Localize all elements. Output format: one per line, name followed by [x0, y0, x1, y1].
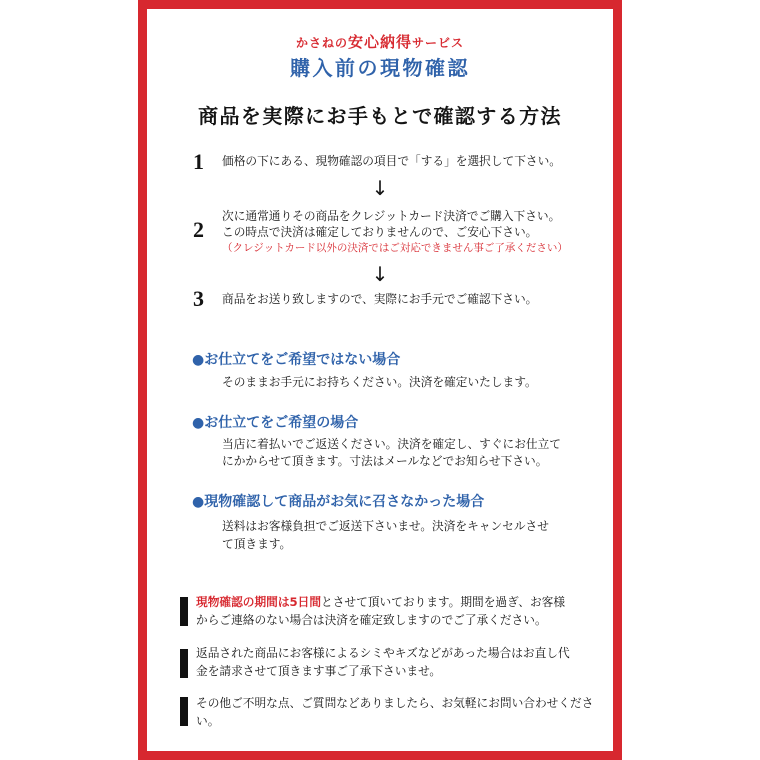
notice-text: 返品された商品にお客様によるシミやキズなどがあった場合はお直し代	[196, 646, 570, 660]
notice-text-rest: とさせて頂いております。期間を過ぎ、お客様	[321, 595, 566, 609]
service-prefix: かさねの	[295, 36, 348, 50]
case-heading-return: ●現物確認して商品がお気に召さなかった場合	[192, 494, 485, 510]
step-2-text-line-2: この時点で決済は確定しておりませんので、ご安心下さい。	[222, 225, 538, 239]
case-heading-no-tailoring: ●お仕立てをご希望ではない場合	[192, 352, 401, 368]
page-title: 購入前の現物確認	[290, 56, 470, 80]
notice-bar	[180, 649, 188, 678]
step-number-1: 1	[193, 149, 204, 174]
case-text: 当店に着払いでご返送ください。決済を確定し、すぐにお仕立て	[222, 437, 561, 451]
case-text: そのままお手元にお持ちください。決済を確定いたします。	[222, 375, 537, 389]
case-heading-tailoring: ●お仕立てをご希望の場合	[192, 415, 359, 431]
notice-bar	[180, 597, 188, 626]
down-arrow-icon: ↓	[371, 262, 389, 286]
notice-text: 金を請求させて頂きます事ご了承下さいませ。	[196, 664, 442, 678]
service-name	[148, 32, 612, 53]
notice-bar	[180, 697, 188, 726]
down-arrow-icon: ↓	[371, 176, 389, 200]
step-number-2: 2	[193, 217, 204, 242]
notice-text: い。	[196, 714, 220, 728]
service-suffix: サービス	[412, 36, 465, 50]
service-emphasis: 安心納得	[347, 33, 412, 51]
method-heading: 商品を実際にお手もとで確認する方法	[198, 104, 562, 128]
step-1-text: 価格の下にある、現物確認の項目で「する」を選択して下さい。	[222, 154, 561, 168]
case-text: にかからせて頂きます。寸法はメールなどでお知らせ下さい。	[222, 454, 548, 468]
step-2-text-line-1: 次に通常通りその商品をクレジットカード決済でご購入下さい。	[222, 209, 561, 223]
case-text: 送料はお客様負担でご返送下さいませ。決済をキャンセルさせ	[222, 519, 549, 533]
step-2-payment-note: （クレジットカード以外の決済ではご対応できません事ご了承ください）	[222, 242, 568, 254]
notice-text: その他ご不明な点、ご質問などありましたら、お気軽にお問い合わせくださ	[196, 696, 594, 710]
step-3-text: 商品をお送り致しますので、実際にお手元でご確認下さい。	[222, 292, 538, 306]
notice-text: からご連絡のない場合は決済を確定致しますのでご了承ください。	[196, 613, 547, 627]
case-text: て頂きます。	[222, 537, 292, 551]
step-number-3: 3	[193, 286, 204, 311]
inspection-period-highlight: 現物確認の期間は5日間	[196, 595, 322, 609]
notice-text	[196, 594, 565, 610]
